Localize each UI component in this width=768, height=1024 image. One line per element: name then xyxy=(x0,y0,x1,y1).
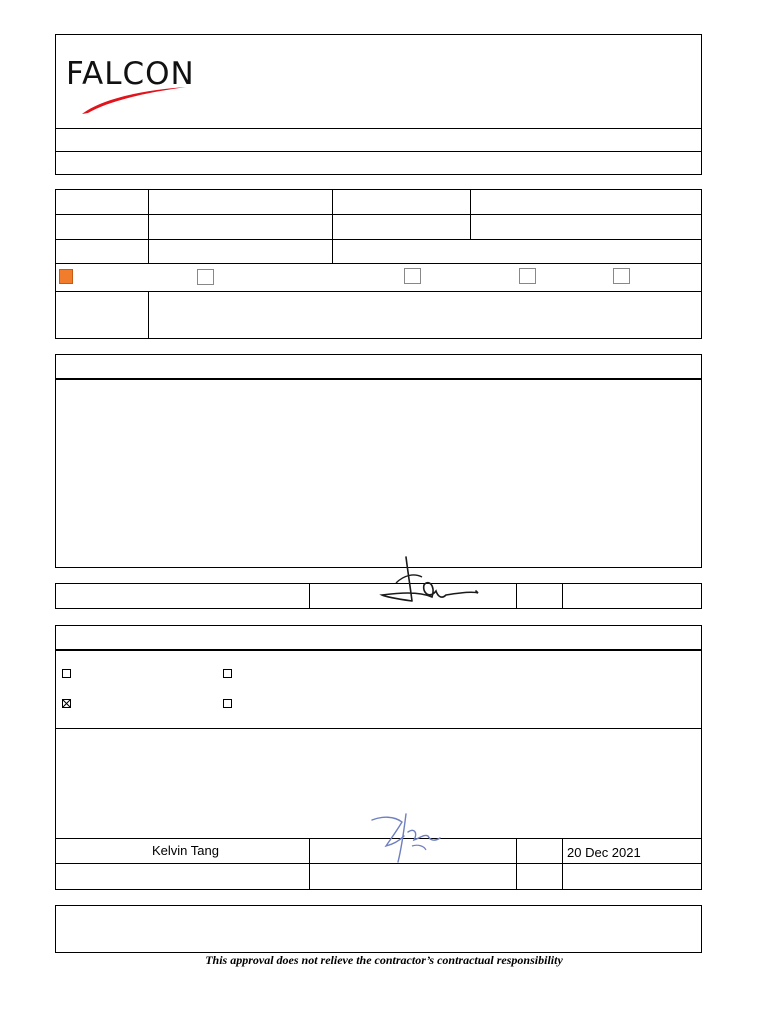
header-divider-1 xyxy=(55,128,702,129)
review-options-line xyxy=(55,728,702,729)
checkmark-x-icon xyxy=(63,700,70,707)
info-col-line-1 xyxy=(148,189,149,263)
info-col-line-1b xyxy=(148,291,149,339)
review-header-line xyxy=(55,649,702,651)
approver-name: Kelvin Tang xyxy=(152,843,219,858)
approver-col-1 xyxy=(309,838,310,890)
approver-signature xyxy=(368,810,448,865)
review-option-2-checkbox[interactable] xyxy=(223,669,232,678)
description-header-line xyxy=(55,378,702,380)
header-divider-2 xyxy=(55,151,702,152)
brand-swoosh-icon xyxy=(80,86,190,116)
brand-logo-text: FALCON xyxy=(66,56,195,92)
info-grid xyxy=(55,189,702,339)
info-row-line-3 xyxy=(55,263,702,264)
footer-disclaimer: This approval does not relieve the contractor’s contractual responsibility xyxy=(205,953,563,967)
submitter-signature xyxy=(378,555,488,610)
submitter-col-1 xyxy=(309,583,310,609)
approver-col-2 xyxy=(516,838,517,890)
info-col-line-2 xyxy=(332,189,333,263)
submitter-col-2 xyxy=(516,583,517,609)
description-section xyxy=(55,354,702,568)
type-checkbox-5[interactable] xyxy=(613,268,630,284)
remarks-box xyxy=(55,905,702,953)
review-option-4-checkbox[interactable] xyxy=(223,699,232,708)
type-checkbox-4[interactable] xyxy=(519,268,536,284)
submitter-col-3 xyxy=(562,583,563,609)
review-option-1-checkbox[interactable] xyxy=(62,669,71,678)
approval-date: 20 Dec 2021 xyxy=(567,845,641,860)
review-option-3-checkbox-checked[interactable] xyxy=(62,699,71,708)
type-checkbox-3[interactable] xyxy=(404,268,421,284)
approver-col-3 xyxy=(562,838,563,890)
info-row-line-4 xyxy=(55,291,702,292)
type-checkbox-1-checked[interactable] xyxy=(59,269,73,284)
info-row-line-1 xyxy=(55,214,702,215)
info-col-line-3 xyxy=(470,189,471,239)
type-checkbox-2[interactable] xyxy=(197,269,214,285)
info-row-line-2 xyxy=(55,239,702,240)
